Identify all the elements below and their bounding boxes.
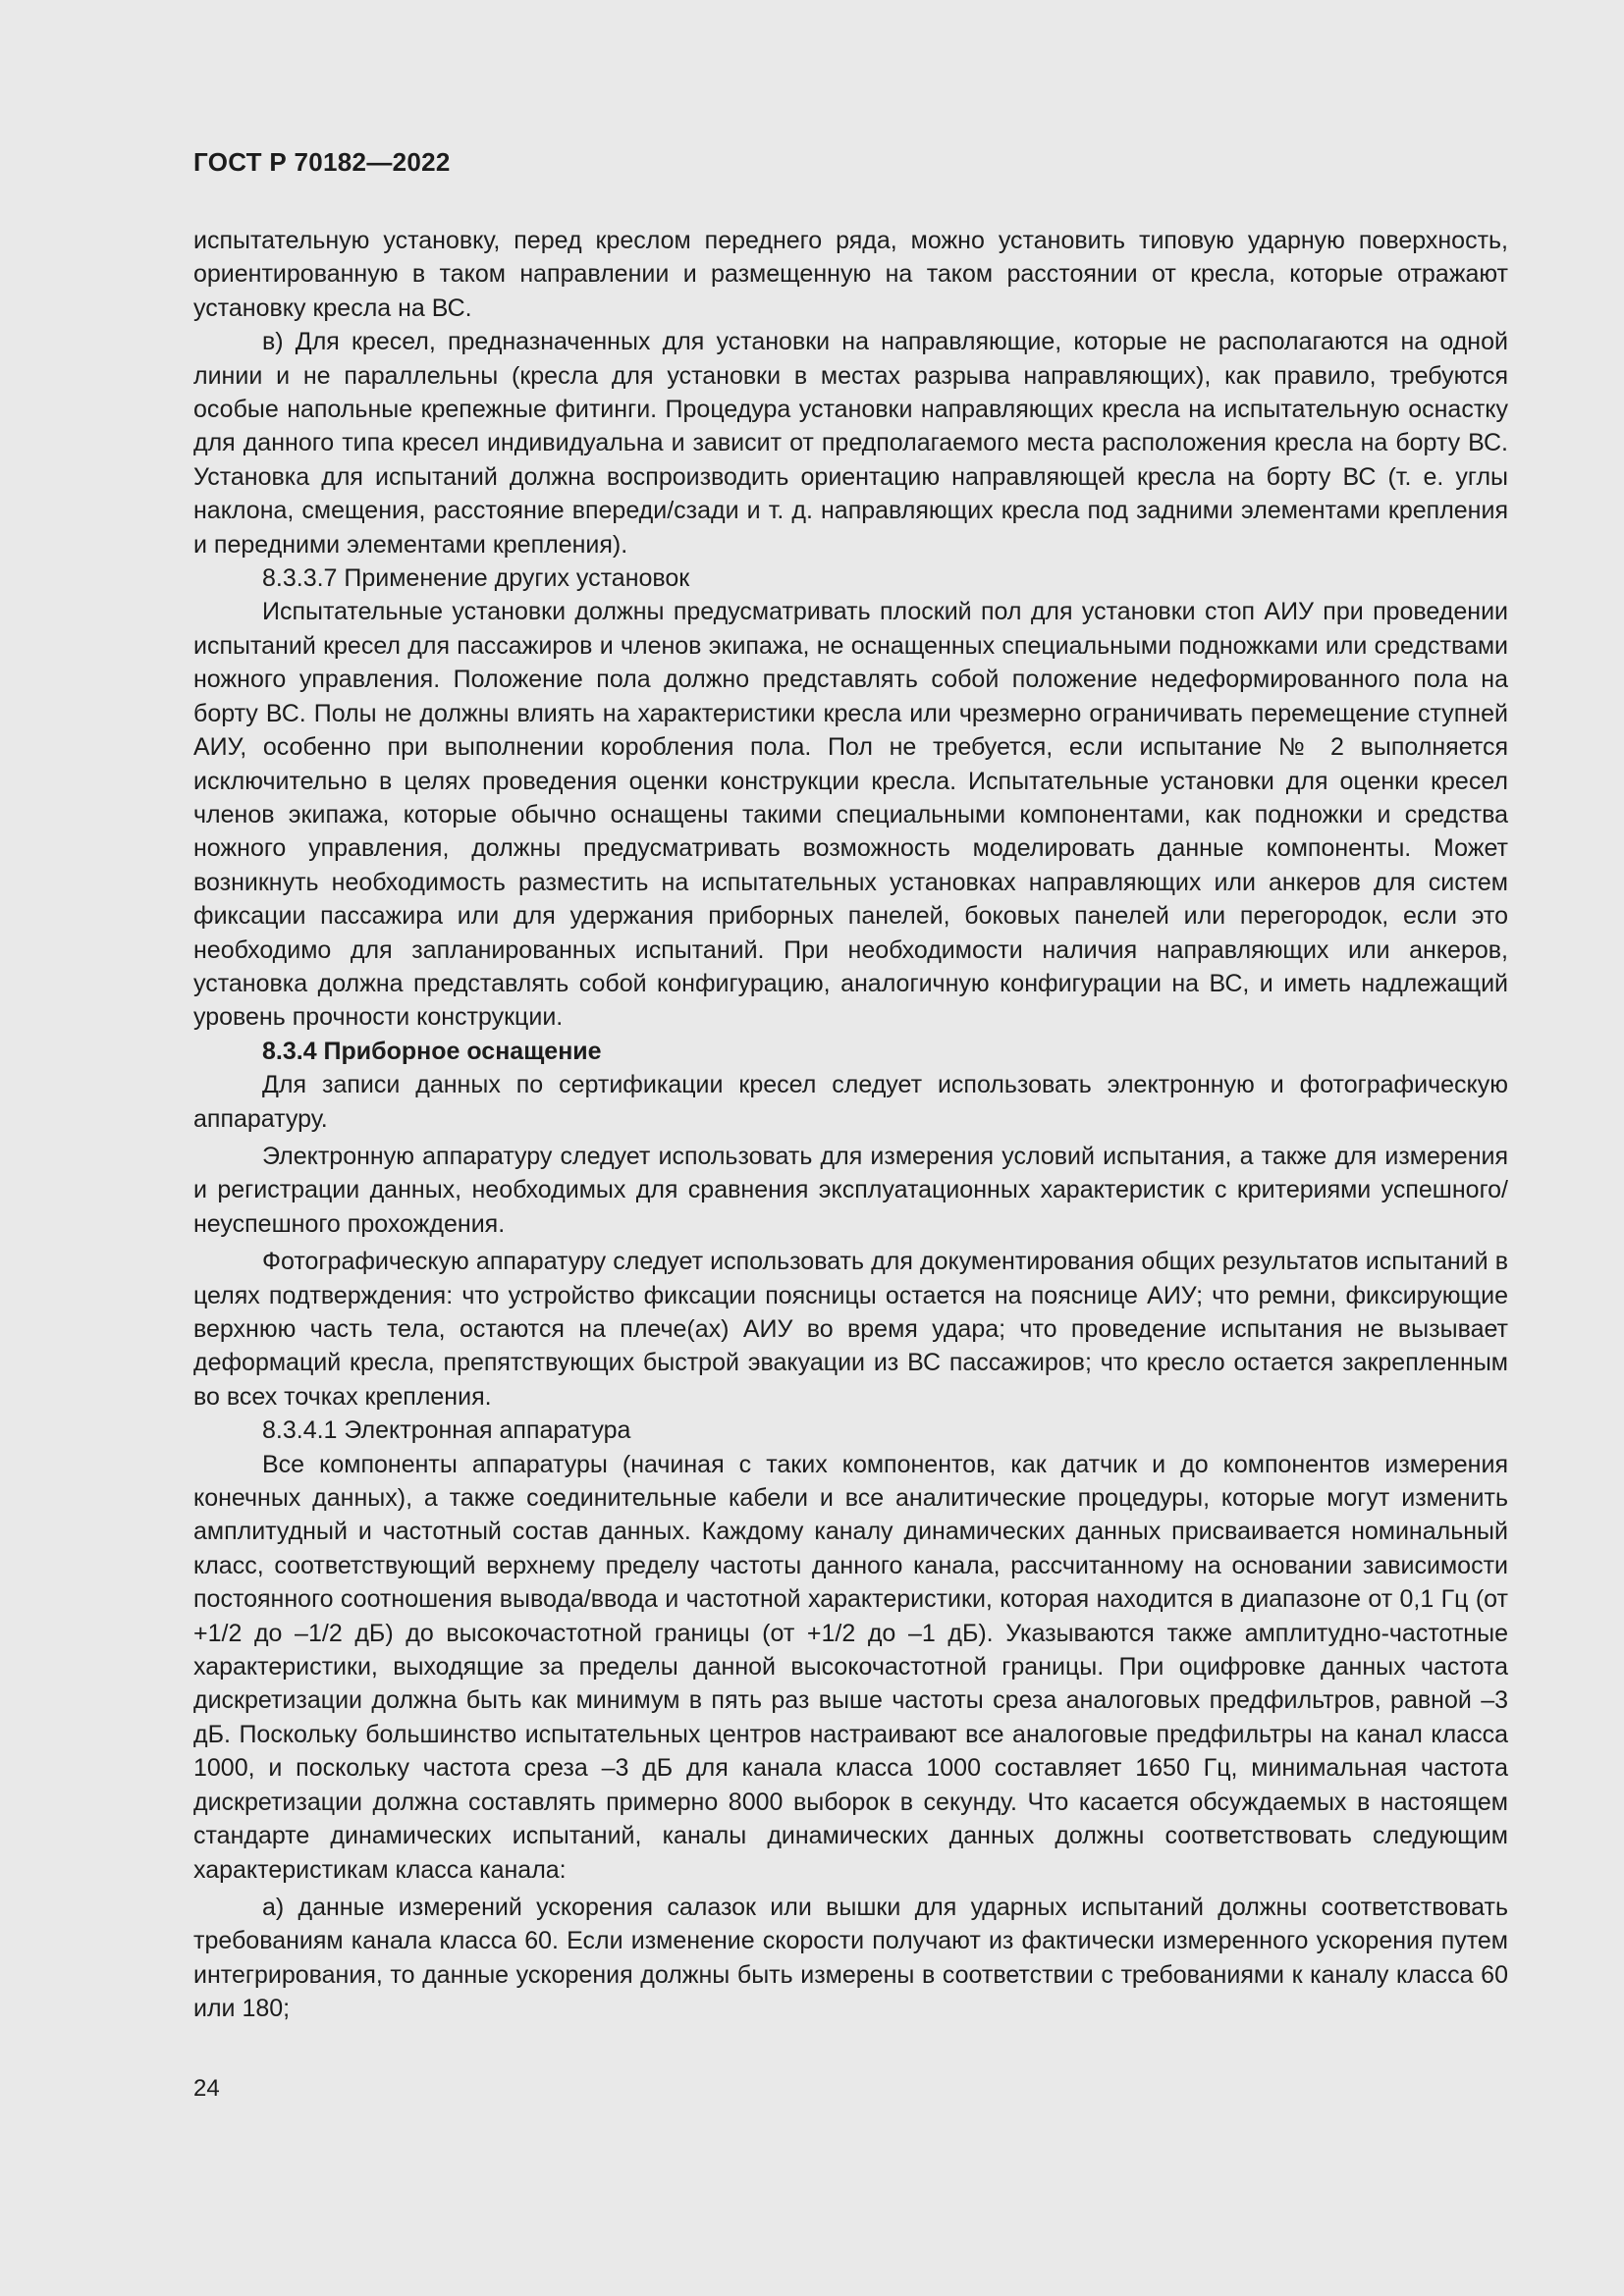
standard-header: ГОСТ Р 70182—2022 [193,147,451,177]
document-body [193,224,1508,2026]
section-heading-8-3-3-7: 8.3.3.7 Применение других установок [262,564,690,593]
paragraph-test-setups: Испытательные установки должны предусматривать плоский пол для установки стоп АИУ при проведении испытаний кресел для пассажиров и членов экипажа, не оснащенных специальными подножками или средствами ножного управления. Положение пола должно представлять собой положение недеформированного пола на борту ВС. Полы не должны влиять на характеристики кресла или чрезмерно ограничивать перемещение ступней АИУ, особенно при выполнении коробления пола. Пол не требуется, если испытание № 2 выполняется исключительно в целях проведения оценки конструкции кресла. Испытательные установки для оценки кресел членов экипажа, которые обычно оснащены такими специальными компонентами, как подножки и средства ножного управления, должны предусматривать возможность моделировать данные компоненты. Может возникнуть необходимость разместить на испытательных установках направляющих или анкеров для систем фиксации пассажира или для удержания приборных панелей, боковых панелей или перегородок, если это необходимо для запланированных испытаний. При необходимости наличия направляющих или анкеров, установка должна представлять собой конфигурацию, аналогичную конфигурации на ВС, и иметь надлежащий уровень прочности конструкции. [193,598,1508,1032]
paragraph-continuation: испытательную установку, перед креслом переднего ряда, можно установить типовую ударную поверхность, ориентированную в таком направлении и размещенную на таком расстоянии от кресла, которые отражают установку кресла на ВС. [193,227,1508,322]
paragraph-electronic-usage: Электронную аппаратуру следует использовать для измерения условий испытания, а также для измерения и регистрации данных, необходимых для сравнения эксплуатационных характеристик с критериями успешного/неуспешного прохождения. [193,1142,1508,1238]
paragraph-recording: Для записи данных по сертификации кресел следует использовать электронную и фотографическую аппаратуру. [193,1071,1508,1133]
paragraph-photographic-usage: Фотографическую аппаратуру следует использовать для документирования общих результатов испытаний в целях подтверждения: что устройство фиксации поясницы остается на пояснице АИУ; что ремни, фиксирующие верхнюю часть тела, остаются на плече(ах) АИУ во время удара; что проведение испытания не вызывает деформаций кресла, препятствующих быстрой эвакуации из ВС пассажиров; что кресло остается закрепленным во всех точках крепления. [193,1248,1508,1411]
section-heading-8-3-4: 8.3.4 Приборное оснащение [262,1037,602,1065]
page-number: 24 [193,2075,220,2102]
paragraph-instrumentation: Все компоненты аппаратуры (начиная с таких компонентов, как датчик и до компонентов измерения конечных данных), а также соединительные кабели и все аналитические процедуры, которые могут изменить амплитудный и частотный состав данных. Каждому каналу динамических данных присваивается номинальный класс, соответствующий верхнему пределу частоты данного канала, рассчитанному на основании зависимости постоянного соотношения вывода/ввода и частотной характеристики, которая находится в диапазоне от 0,1 Гц (от +1/2 до –1/2 дБ) до высокочастотной границы (от +1/2 до –1 дБ). Указываются также амплитудно-частотные характеристики, выходящие за пределы данной высокочастотной границы. При оцифровке данных частота дискретизации должна быть как минимум в пять раз выше частоты среза аналоговых предфильтров, равной –3 дБ. Поскольку большинство испытательных центров настраивают все аналоговые предфильтры на канал класса 1000, и поскольку частота среза –3 дБ для канала класса 1000 составляет 1650 Гц, минимальная частота дискретизации должна составлять примерно 8000 выборок в секунду. Что касается обсуждаемых в настоящем стандарте динамических испытаний, каналы динамических данных должны соответствовать следующим характеристикам класса канала: [193,1450,1508,1884]
paragraph-item-a: а) данные измерений ускорения салазок или вышки для ударных испытаний должны соответствовать требованиям канала класса 60. Если изменение скорости получают из фактически измеренного ускорения путем интегрирования, то данные ускорения должны быть измерены в соответствии с требованиями к каналу класса 60 или 180; [193,1893,1508,2023]
paragraph-item-v: в) Для кресел, предназначенных для установки на направляющие, которые не располагаются на одной линии и не параллельны (кресла для установки в местах разрыва направляющих), как правило, требуются особые напольные крепежные фитинги. Процедура установки направляющих кресла на испытательную оснастку для данного типа кресел индивидуальна и зависит от предполагаемого места расположения кресла на борту ВС. Установка для испытаний должна воспроизводить ориентацию направляющей кресла на борту ВС (т. е. углы наклона, смещения, расстояние впереди/сзади и т. д. направляющих кресла под задними элементами крепления и передними элементами крепления). [193,328,1508,559]
section-heading-8-3-4-1: 8.3.4.1 Электронная аппаратура [262,1416,631,1445]
